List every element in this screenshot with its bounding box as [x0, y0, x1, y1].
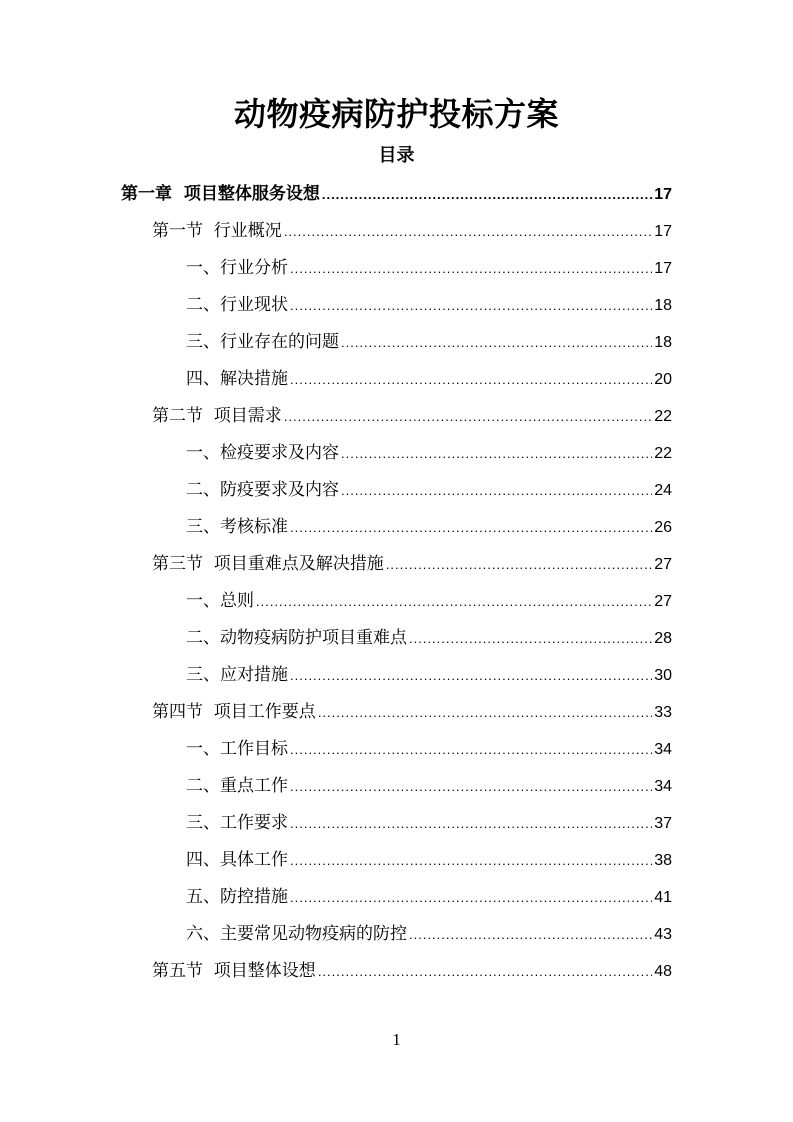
toc-entry-page: 34	[654, 741, 672, 758]
toc-entry-label: 二、防疫要求及内容	[186, 480, 339, 500]
toc-entry-label: 第四节 项目工作要点	[152, 702, 316, 722]
toc-entry-subsection[interactable]	[186, 768, 672, 805]
toc-entry-page: 43	[654, 926, 672, 943]
dot-leader	[290, 361, 652, 398]
toc-entry-subsection[interactable]	[186, 250, 672, 287]
dot-leader	[284, 213, 652, 250]
toc-entry-page: 41	[654, 889, 672, 906]
dot-leader	[290, 509, 652, 546]
toc-entry-label: 二、重点工作	[186, 776, 288, 796]
toc-entry-page: 18	[654, 334, 672, 351]
toc-entry-subsection[interactable]	[186, 879, 672, 916]
dot-leader	[409, 916, 652, 953]
dot-leader	[290, 731, 652, 768]
toc-entry-label: 一、检疫要求及内容	[186, 443, 339, 463]
toc-entry-page: 33	[654, 704, 672, 721]
toc-entry-page: 20	[654, 371, 672, 388]
toc-entry-label: 第二节 项目需求	[152, 406, 282, 426]
toc-entry-page: 37	[654, 815, 672, 832]
toc-entry-subsection[interactable]	[186, 916, 672, 953]
toc-entry-subsection[interactable]	[186, 842, 672, 879]
dot-leader	[322, 176, 652, 213]
toc-entry-page: 27	[654, 556, 672, 573]
toc-entry-label: 第一章 项目整体服务设想	[121, 184, 320, 204]
toc-entry-label: 三、应对措施	[186, 665, 288, 685]
toc-entry-page: 17	[654, 186, 672, 203]
toc-entry-page: 30	[654, 667, 672, 684]
page-number: 1	[392, 1030, 401, 1049]
dot-leader	[318, 953, 652, 990]
dot-leader	[290, 879, 652, 916]
toc-entry-section-5[interactable]	[152, 953, 672, 990]
toc-entry-subsection[interactable]	[186, 620, 672, 657]
dot-leader	[290, 805, 652, 842]
toc-entry-chapter-1[interactable]	[121, 176, 672, 213]
toc-entry-subsection[interactable]	[186, 583, 672, 620]
toc-entry-label: 四、解决措施	[186, 369, 288, 389]
dot-leader	[386, 546, 652, 583]
toc-entry-label: 第三节 项目重难点及解决措施	[152, 554, 384, 574]
toc-heading: 目录	[378, 145, 415, 166]
toc-entry-label: 三、考核标准	[186, 517, 288, 537]
dot-leader	[341, 472, 652, 509]
toc-entry-section-4[interactable]	[152, 694, 672, 731]
toc-entry-subsection[interactable]	[186, 361, 672, 398]
dot-leader	[318, 694, 652, 731]
toc-entry-label: 三、工作要求	[186, 813, 288, 833]
dot-leader	[290, 250, 652, 287]
document-title: 动物疫病防护投标方案	[233, 95, 559, 133]
dot-leader	[341, 435, 652, 472]
toc-entry-page: 18	[654, 297, 672, 314]
dot-leader	[256, 583, 652, 620]
dot-leader	[290, 657, 652, 694]
toc-entry-label: 四、具体工作	[186, 850, 288, 870]
dot-leader	[290, 842, 652, 879]
toc-entry-label: 五、防控措施	[186, 887, 288, 907]
toc-entry-page: 22	[654, 408, 672, 425]
toc-entry-subsection[interactable]	[186, 657, 672, 694]
toc-entry-page: 34	[654, 778, 672, 795]
toc-entry-section-3[interactable]	[152, 546, 672, 583]
toc-entry-subsection[interactable]	[186, 287, 672, 324]
dot-leader	[284, 398, 652, 435]
toc-entry-subsection[interactable]	[186, 472, 672, 509]
toc-entry-subsection[interactable]	[186, 731, 672, 768]
toc-entry-subsection[interactable]	[186, 324, 672, 361]
toc-entry-label: 一、总则	[186, 591, 254, 611]
toc-entry-page: 24	[654, 482, 672, 499]
toc-entry-subsection[interactable]	[186, 435, 672, 472]
toc-entry-page: 17	[654, 260, 672, 277]
toc-entry-label: 第一节 行业概况	[152, 221, 282, 241]
toc-entry-page: 26	[654, 519, 672, 536]
dot-leader	[409, 620, 652, 657]
toc-entry-label: 第五节 项目整体设想	[152, 961, 316, 981]
toc-entry-page: 28	[654, 630, 672, 647]
toc-entry-label: 六、主要常见动物疫病的防控	[186, 924, 407, 944]
toc-entry-label: 三、行业存在的问题	[186, 332, 339, 352]
dot-leader	[290, 768, 652, 805]
toc-entry-section-2[interactable]	[152, 398, 672, 435]
toc-entry-label: 一、行业分析	[186, 258, 288, 278]
toc-entry-page: 22	[654, 445, 672, 462]
toc-entry-page: 38	[654, 852, 672, 869]
dot-leader	[341, 324, 652, 361]
toc-entry-page: 17	[654, 223, 672, 240]
toc-entry-label: 一、工作目标	[186, 739, 288, 759]
toc-entry-page: 27	[654, 593, 672, 610]
toc-entry-page: 48	[654, 963, 672, 980]
toc-entry-subsection[interactable]	[186, 509, 672, 546]
toc-entry-subsection[interactable]	[186, 805, 672, 842]
dot-leader	[290, 287, 652, 324]
toc-entry-label: 二、行业现状	[186, 295, 288, 315]
toc-entry-section-1[interactable]	[152, 213, 672, 250]
toc-entry-label: 二、动物疫病防护项目重难点	[186, 628, 407, 648]
